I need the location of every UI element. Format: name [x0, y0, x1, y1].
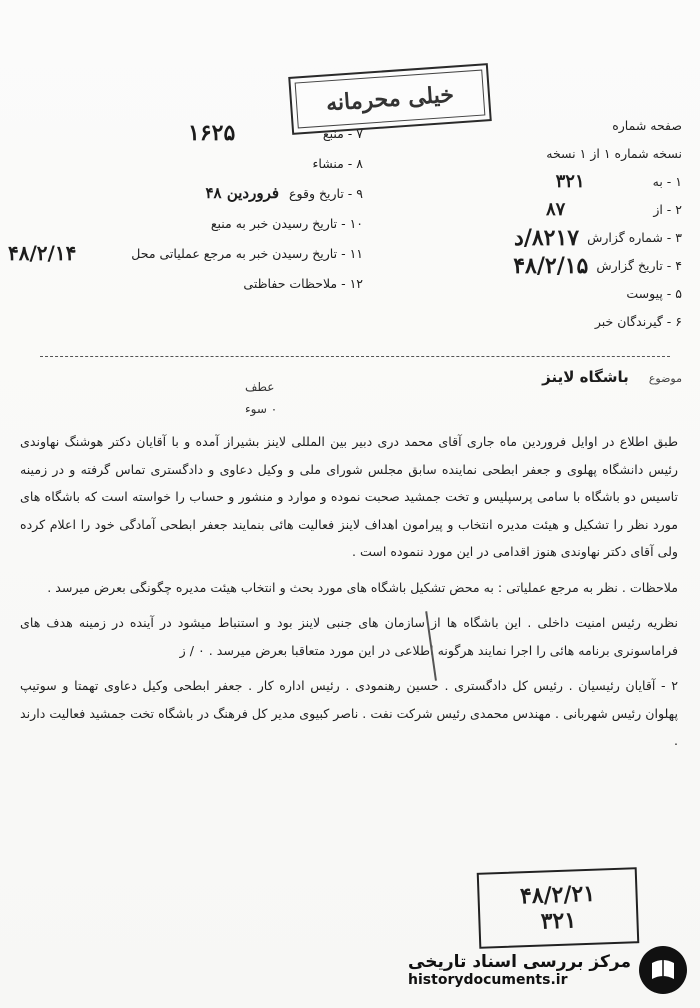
- header-left-row: [8, 238, 363, 268]
- header-right-row: [427, 308, 682, 336]
- source-label: ۷ - منبع: [322, 125, 363, 141]
- reference-value: ۰ سوء: [245, 402, 278, 416]
- header-right-row: [427, 280, 682, 308]
- archive-number: ۳۲۱: [540, 907, 577, 935]
- header-left-fields: [8, 118, 363, 298]
- header-left-row: [18, 268, 363, 298]
- watermark: [405, 944, 687, 996]
- header-left-row: [18, 118, 363, 148]
- recipients-label: ۶ - گیرندگان خبر: [594, 313, 682, 329]
- subject-line: [42, 368, 682, 386]
- header-right-row: [427, 224, 682, 252]
- watermark-url: historydocuments.ir: [408, 972, 568, 988]
- body-paragraph-report: طبق اطلاع در اوایل فروردین ماه جاری آقای محمد دری دبیر بین المللی لاینز بشیراز آمده و با آقایان دکتر هوشنگ نهاوندی رئیس دانشگاه پهلوی و جعفر ابطحی نماینده سابق مجلس شورای ملی و وکیل دعاوی و دادگستری تماس گرفته و در زمینه تاسیس دو باشگاه با سامی پرسپلیس و تخت جمشید صحبت نموده و موارد و منشور و حساب را خواسته است که باشگاه های مورد نظر را تشکیل و هیئت مدیره انتخاب و پیرامون اهداف لاینز فعالیت هائی بنمایند جعفر ابطحی آمادگی خود را اعلام کرده ولی آقای دکتر نهاوندی هنوز اقدامی در این مورد ننموده است .: [20, 434, 678, 559]
- header-divider: [40, 356, 670, 357]
- to-value: ۳۲۱: [555, 171, 585, 192]
- from-value: ۸۷: [545, 199, 566, 220]
- report-date-label: ۴ - تاریخ گزارش: [596, 257, 682, 273]
- attachment-label: ۵ - پیوست: [626, 285, 682, 301]
- reference-label: عطف: [245, 380, 275, 394]
- page-number-label: صفحه شماره: [612, 117, 682, 133]
- body-paragraph-security-opinion: نظریه رئیس امنیت داخلی . این باشگاه ها از سازمان های جنبی لاینز بود و استنباط میشود در آینده در زمینه هدف های فراماسونری برنامه هائی را اجرا نمایند هرگونه اطلاعی در این مورد متعاقبا بعرض میرسد . ۰ / ز: [20, 615, 678, 658]
- header-right-row: [427, 168, 682, 196]
- subject-label: موضوع: [648, 372, 682, 385]
- report-number-value: ۸۲۱۷/د: [514, 225, 580, 251]
- security-notes-label: ۱۲ - ملاحظات حفاظتی: [243, 275, 363, 291]
- header-right-row: [427, 112, 682, 140]
- header-left-row: [18, 178, 363, 208]
- copy-number-label: نسخه شماره ۱ از ۱ نسخه: [546, 145, 682, 161]
- from-label: ۲ - از: [653, 201, 682, 217]
- header-right-row: [427, 196, 682, 224]
- archive-logo-icon: [639, 946, 687, 994]
- news-to-source-date-label: ۱۰ - تاریخ رسیدن خبر به منبع: [210, 215, 363, 231]
- handwritten-archive-box: [477, 867, 640, 949]
- document-number: ۱۶۲۵: [188, 120, 236, 146]
- news-to-authority-date-label: ۱۱ - تاریخ رسیدن خبر به مرجع عملیاتی محل: [131, 245, 363, 261]
- origin-label: ۸ - منشاء: [312, 155, 363, 171]
- watermark-text: [408, 952, 631, 988]
- body-paragraph-notes: ملاحظات . نظر به مرجع عملیاتی : به محض تشکیل باشگاه های مورد بحث و انتخاب هیئت مدیره چگونگی بعرض میرسد .: [47, 579, 678, 595]
- report-date-value: ۴۸/۲/۱۵: [513, 253, 589, 279]
- news-to-authority-date-value: ۴۸/۲/۱۴: [8, 241, 77, 265]
- header-right-row: [427, 140, 682, 168]
- header-right-row: [427, 252, 682, 280]
- report-number-label: ۳ - شماره گزارش: [587, 229, 682, 245]
- header-right-fields: [427, 112, 682, 336]
- occurrence-date-label: ۹ - تاریخ وقوع: [289, 185, 363, 201]
- confidential-stamp-text: خیلی محرمانه: [295, 69, 486, 128]
- archive-date: ۴۸/۲/۲۱: [519, 880, 596, 910]
- body-paragraph-members: ۲ - آقایان رئیسیان . رئیس کل دادگستری . حسین رهنمودی . رئیس اداره کار . جعفر ابطحی وکیل دعاوی تهمتا و سوتیپ پهلوان رئیس شهربانی . مهندس محمدی رئیس شرکت نفت . ناصر کبیوی مدیر کل فرهنگ در باشگاه تخت جمشید فعالیت دارند .: [20, 678, 678, 748]
- header-left-row: [18, 148, 363, 178]
- subject-value: باشگاه لاینز: [542, 368, 629, 386]
- header-left-row: [18, 208, 363, 238]
- occurrence-date-value: فروردین ۴۸: [205, 184, 280, 202]
- watermark-title: مرکز بررسی اسناد تاریخی: [408, 952, 631, 972]
- to-label: ۱ - به: [652, 173, 682, 189]
- report-body: [20, 428, 678, 755]
